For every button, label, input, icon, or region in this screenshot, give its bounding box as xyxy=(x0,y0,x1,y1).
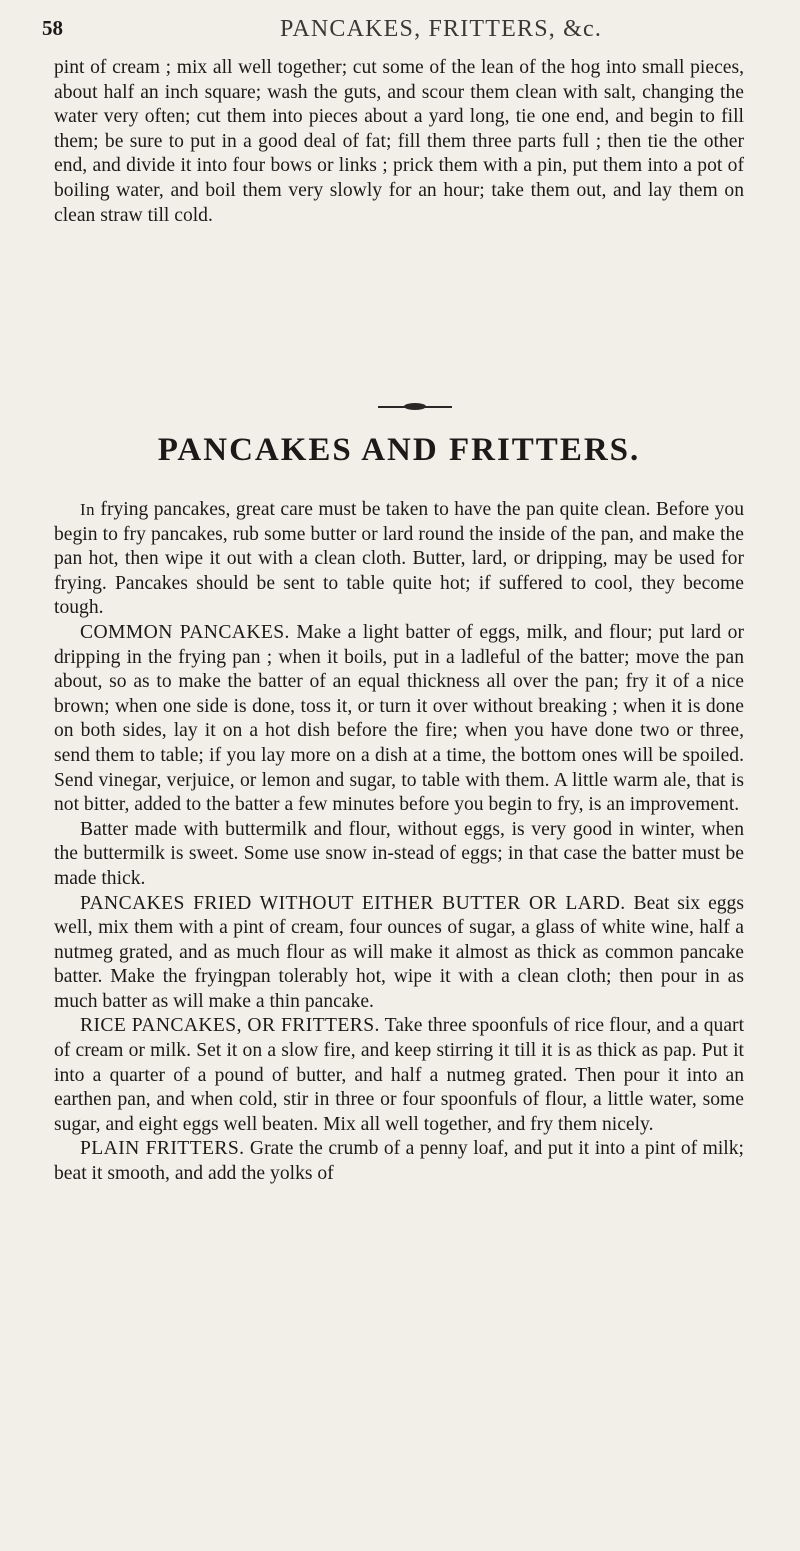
recipe-title: PANCAKES FRIED WITHOUT EITHER BUTTER OR LARD. xyxy=(80,892,626,914)
recipe-buttermilk-note xyxy=(54,818,744,892)
recipe-text: Beat six eggs well, mix them with a pint of cream, four ounces of sugar, a glass of white wine, half a nutmeg grated, and as much flour as will make it almost as thick as common pancake batter. Make the fryingpan tolerably hot, wipe it with a clean cloth; then pour in as much batter as will make a thin pancake. xyxy=(54,892,744,1012)
running-title: PANCAKES, FRITTERS, &c. xyxy=(280,16,603,42)
recipe-rice-pancakes xyxy=(54,1014,744,1137)
recipe-plain-fritters xyxy=(54,1137,744,1186)
recipe-common-pancakes xyxy=(54,621,744,818)
recipe-text: Batter made with buttermilk and flour, without eggs, is very good in winter, when the buttermilk is sweet. Some use snow in-stead of eggs; in that case the batter must be made thick. xyxy=(54,818,744,889)
recipe-text: Grate the crumb of a penny loaf, and put it into a pint of milk; beat it smooth, and add the yolks of xyxy=(54,1138,744,1185)
continued-paragraph xyxy=(54,56,744,228)
drop-word: In xyxy=(80,500,96,519)
running-head xyxy=(42,16,760,50)
recipe-title: RICE PANCAKES, OR FRITTERS. xyxy=(80,1015,380,1037)
section-body xyxy=(54,498,744,1187)
section-divider-ornament xyxy=(378,403,452,411)
recipe-pancakes-without-butter xyxy=(54,892,744,1015)
recipe-text: Make a light batter of eggs, milk, and flour; put lard or dripping in the frying pan ; when it boils, put in a ladleful of the batter; move the pan about, so as to make the batter of an equal thickness all over the pan; fry it of a nice brown; when one side is done, toss it, or turn it over without breaking ; when it is done on both sides, lay it on a hot dish before the fire; when you have done two or three, send them to table; if you lay more on a dish at a time, the bottom ones will be spoiled. Send vinegar, verjuice, or lemon and sugar, to table with them. A little warm ale, that is not bitter, added to the batter a few minutes before you begin to fry, is an improvement. xyxy=(54,621,744,816)
section-intro-paragraph xyxy=(54,498,744,621)
section-intro-text: frying pancakes, great care must be taken to have the pan quite clean. Before you begin to fry pancakes, rub some butter or lard round the inside of the pan, and make the pan hot, then wipe it out with a clean cloth. Butter, lard, or dripping, may be used for frying. Pancakes should be sent to table quite hot; if suffered to cool, they become tough. xyxy=(54,499,744,619)
recipe-text: Take three spoonfuls of rice flour, and a quart of cream or milk. Set it on a slow fire, and keep stirring it till it is as thick as pap. Put it into a quarter of a pound of butter, and half a nutmeg grated. Then pour it into an earthen pan, and when cold, stir in three or four spoonfuls of flour, a little water, some sugar, and eight eggs well beaten. Mix all well together, and fry them nicely. xyxy=(54,1015,745,1135)
recipe-title: PLAIN FRITTERS. xyxy=(80,1138,245,1160)
page-number: 58 xyxy=(42,16,63,40)
section-heading: PANCAKES AND FRITTERS. xyxy=(157,432,641,468)
intro-paragraph: pint of cream ; mix all well together; cut some of the lean of the hog into small pieces, about half an inch square; wash the guts, and scour them clean with salt, changing the water very often; cut them into pieces about a yard long, tie one end, and begin to fill them; be sure to put in a good deal of fat; fill them three parts full ; then tie the other end, and divide it into four bows or links ; prick them with a pin, put them into a pot of boiling water, and boil them very slowly for an hour; take them out, and lay them on clean straw till cold. xyxy=(54,57,744,226)
recipe-title: COMMON PANCAKES. xyxy=(80,621,290,643)
